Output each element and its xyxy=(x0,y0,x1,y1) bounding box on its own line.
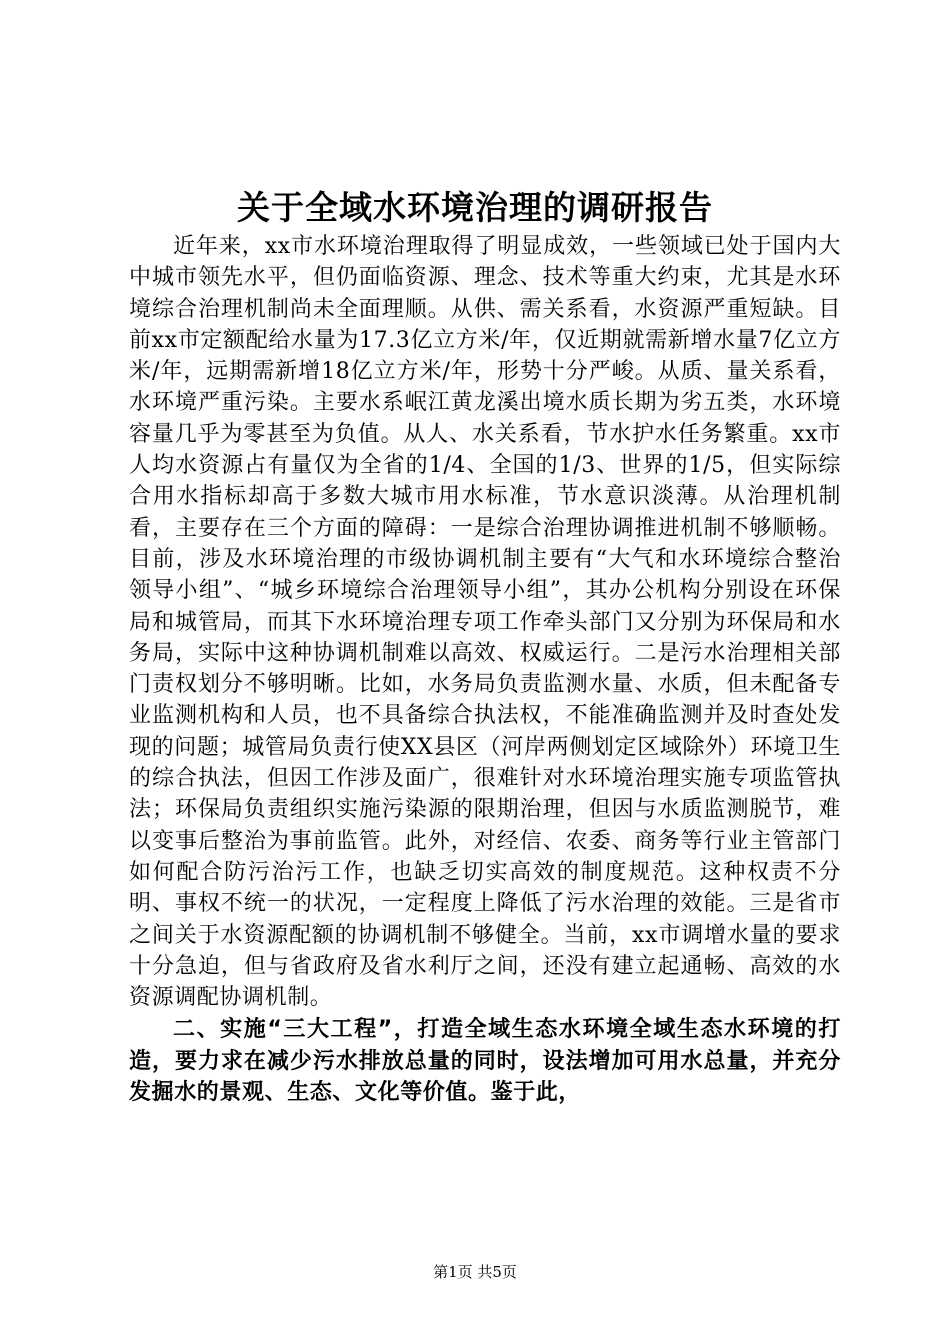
body-paragraph: 近年来，xx市水环境治理取得了明显成效，一些领域已处于国内大中城市领先水平，但仍面临资源、理念、技术等重大约束，尤其是水环境综合治理机制尚未全面理顺。从供、需关系看，水资源严重短缺。目前xx市定额配给水量为17.3亿立方米/年，仅近期就需新增水量7亿立方米/年，远期需新增18亿立方米/年，形势十分严峻。从质、量关系看，水环境严重污染。主要水系岷江黄龙溪出境水质长期为劣五类，水环境容量几乎为零甚至为负值。从人、水关系看，节水护水任务繁重。xx市人均水资源占有量仅为全省的1/4、全国的1/3、世界的1/5，但实际综合用水指标却高于多数大城市用水标准，节水意识淡薄。从治理机制看，主要存在三个方面的障碍：一是综合治理协调推进机制不够顺畅。目前，涉及水环境治理的市级协调机制主要有“大气和水环境综合整治领导小组”、“城乡环境综合治理领导小组”，其办公机构分别设在环保局和城管局，而其下水环境治理专项工作牵头部门又分别为环保局和水务局，实际中这种协调机制难以高效、权威运行。二是污水治理相关部门责权划分不够明晰。比如，水务局负责监测水量、水质，但未配备专业监测机构和人员，也不具备综合执法权，不能准确监测并及时查处发现的问题；城管局负责行使XX县区（河岸两侧划定区域除外）环境卫生的综合执法，但因工作涉及面广，很难针对水环境治理实施专项监管执法；环保局负责组织实施污染源的限期治理，但因与水质监测脱节，难以变事后整治为事前监管。此外，对经信、农委、商务等行业主管部门如何配合防污治污工作，也缺乏切实高效的制度规范。这种权责不分明、事权不统一的状况，一定程度上降低了污水治理的效能。三是省市之间关于水资源配额的协调机制不够健全。当前，xx市调增水量的要求十分急迫，但与省政府及省水利厅之间，还没有建立起通畅、高效的水资源调配协调机制。 xyxy=(129,234,841,1011)
page-footer: 第1页 共5页 xyxy=(433,1263,517,1281)
section-heading-paragraph: 二、实施“三大工程”，打造全域生态水环境全域生态水环境的打造，要力求在减少污水排放总量的同时，设法增加可用水总量，并充分发掘水的景观、生态、文化等价值。鉴于此， xyxy=(129,1017,841,1106)
document-title: 关于全域水环境治理的调研报告 xyxy=(237,188,713,227)
document-body xyxy=(129,231,841,1109)
